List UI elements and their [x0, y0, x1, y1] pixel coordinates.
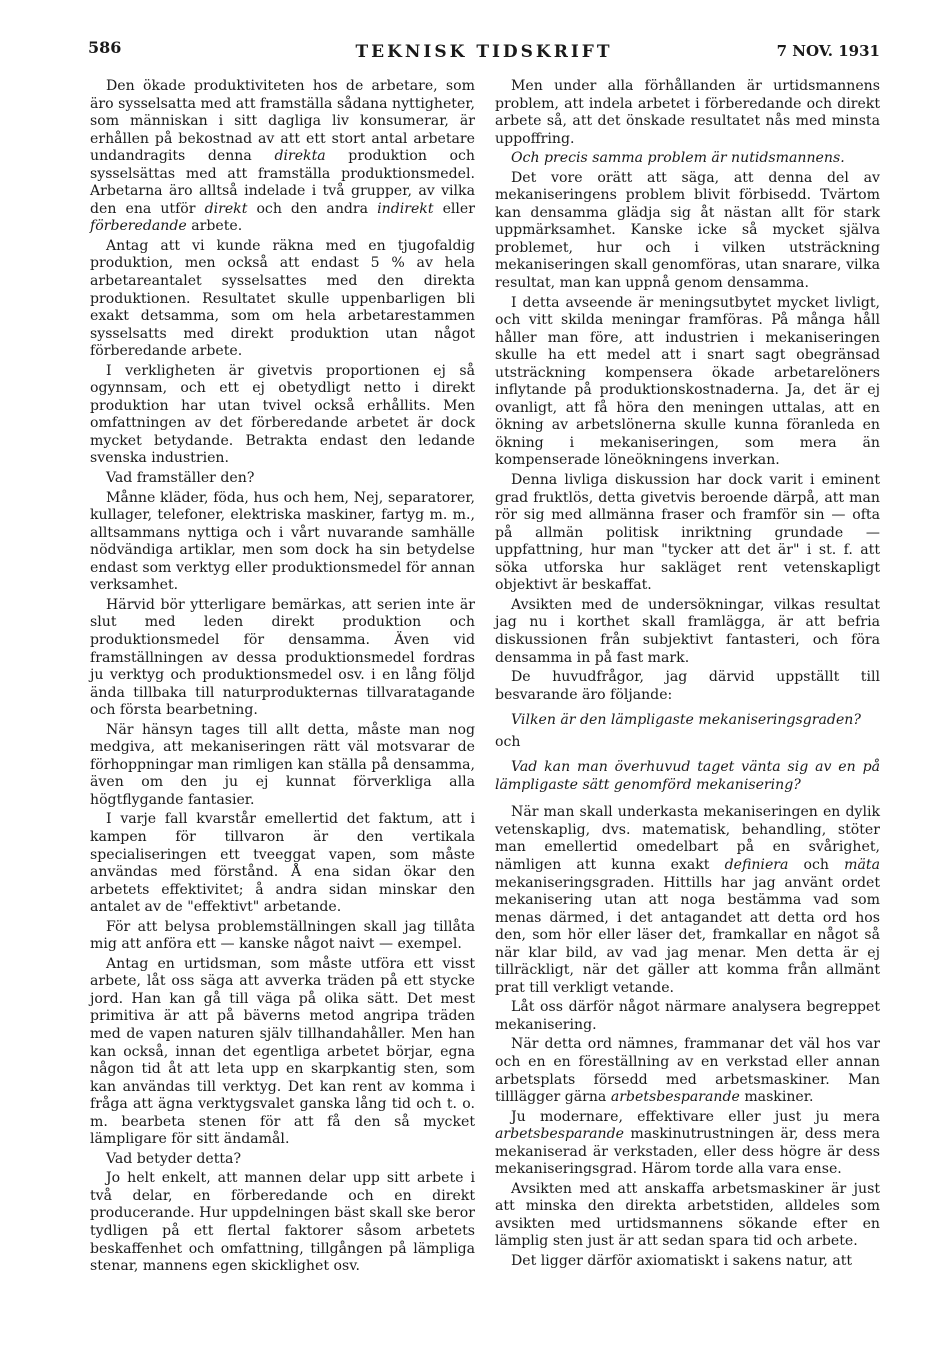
paragraph: I verkligheten är givetvis proportionen ej så ogynnsam, och ett ej obetydligt netto i direkt produktion har utan tvivel också erhållits. Men omfattningen av det förberedande arbetet är dock mycket betydande. Betrakta endast den ledande svenska industrien. [90, 362, 475, 467]
right-column [495, 78, 880, 1273]
paragraph: Låt oss därför något närmare analysera begreppet mekanisering. [495, 999, 880, 1033]
question-1: Vilken är den lämpligaste mekaniseringsgraden? [511, 712, 861, 729]
paragraph: När detta ord nämnes, frammanar det väl hos var och en en föreställning av en verkstad eller annan arbetsplats försedd med arbetsmaskiner. Man tilllägger gärna arbetsbesparande maskiner. [495, 1036, 880, 1106]
paragraph: Men under alla förhållanden är urtidsmannens problem, att indela arbetet i förberedande och direkt arbete så, att det önskade resultatet nås med minsta uppoffring. [495, 78, 880, 147]
paragraph: Härvid bör ytterligare bemärkas, att serien inte är slut med leden direkt produktion och produktionsmedel för densamma. Även vid framställningen av dessa produktionsmedel fordras ju verktyg och produktionsmedel osv. i en lång följd ända tillbaka till naturprodukternas tillvaratagande och första bearbetning. [90, 596, 475, 719]
paragraph: Vad framställer den? [106, 470, 255, 487]
paragraph: I varje fall kvarstår emellertid det faktum, att i kampen för tillvaron är den vertikala specialiseringen ett tveeggat vapen, som måste användas med förstånd. Å ena sidan ökar den arbetets effektivitet; å andra sidan minskar den antalet av de "effektivt" arbetande. [90, 811, 475, 916]
paragraph: När hänsyn tages till allt detta, måste man nog medgiva, att mekaniseringen rätt väl motsvarar de förhoppningar man rimligen kan ställa på densamma, även om den ju ej kunnat förverkliga alla högtflygande fantasier. [90, 721, 475, 808]
paragraph: Ju modernare, effektivare eller just ju mera arbetsbesparande maskinutrustningen är, dess mera mekaniserad är verkstaden, eller dess högre är dess mekaniseringsgrad. Härom torde alla vara ense. [495, 1108, 880, 1178]
paragraph: För att belysa problemställningen skall jag tillåta mig att anföra ett — kanske något naivt — exempel. [90, 918, 475, 953]
paragraph: Denna livliga diskussion har dock varit i eminent grad fruktlös, detta givetvis beroende därpå, att man rör sig med allmänna fraser och framför sin — ofta på allmän politisk inriktning grundade — uppfattning, hur man "tycker att det är" i st. f. att söka utforska hur sakläget rent vetenskapligt objektivt är beskaffat. [495, 472, 880, 594]
paragraph: I detta avseende är meningsutbytet mycket livligt, och vitt skilda meningar framföras. På många håll håller man före, att industrien i mekaniseringen skulle ha ett medel att i snart sagt obegränsad utsträckning kompensera ökade arbetarelöners inflytande på produktionskostnaderna. Ja, det är ej ovanligt, att få höra den meningen uttalas, att en ökning av arbetslönerna skulle kunna föranleda en ökning i mekaniseringen, som mera än kompenserade löneökningens inverkan. [495, 294, 880, 469]
paragraph: De huvudfrågor, jag därvid uppställt till besvarande äro följande: [495, 669, 880, 703]
journal-title: TEKNISK TIDSKRIFT [355, 42, 613, 62]
paragraph: Avsikten med de undersökningar, vilkas resultat jag nu i korthet skall framlägga, är att befria diskussionen från subjektivt fantasteri, och föra densamma in på fast mark. [495, 596, 880, 666]
paragraph: Den ökade produktiviteten hos de arbetare, som äro sysselsatta med att framställa sådana nyttigheter, som människan i sitt dagliga liv konsumerar, är erhållen på bekostnad av att ett stort antal arbetare undandragits denna direkta produktion och sysselsättas med att framställa produktionsmedel. Arbetarna äro alltså indelade i två grupper, av vilka den ena utför direkt och den andra indirekt eller förberedande arbete. [90, 78, 475, 235]
paragraph: Antag en urtidsman, som måste utföra ett visst arbete, låt oss säga att avverka träden på ett stycke jord. Han kan gå till väga på olika sätt. Det mest primitiva är att på bäverns metod angripa träden med de vapen naturen själv tillhandahåller. Men han kan också, innan det egentliga arbetet börjar, egna någon tid åt att leta upp en skarpkantig sten, som kan användas till verktyg. Det kan rent av komma i fråga att ägna verktygsvalet ganska lång tid och t. o. m. bearbeta stenen för att få den så mycket lämpligare för sitt ändamål. [90, 955, 475, 1148]
paragraph: Jo helt enkelt, att mannen delar upp sitt arbete i två delar, en förberedande och en direkt producerande. Hur uppdelningen bäst skall ske beror tydligen på ett flertal faktorer såsom arbetets beskaffenhet och omfattning, tillgången på lämpliga stenar, mannens egen skicklighet osv. [90, 1170, 475, 1275]
paragraph: När man skall underkasta mekaniseringen en dylik vetenskaplig, dvs. matematisk, behandling, stöter man emellertid omedelbart på en svårighet, nämligen att kunna exakt definiera och mäta mekaniseringsgraden. Hittills har jag använt ordet mekanisering utan att noga bestämma vad som menas därmed, i det antagandet att detta ord hos den, som hör eller läser det, framkallar en något så när klar bild, av vad jag menar. Men detta är ej tillräckligt, när det gäller att komma från allmänt prat till verkligt vetande. [495, 804, 880, 996]
question-2: Vad kan man överhuvud taget vänta sig av en på lämpligaste sätt genomförd mekanisering? [495, 759, 880, 793]
paragraph: Och precis samma problem är nutidsmannens. [511, 150, 845, 167]
paragraph: Avsikten med att anskaffa arbetsmaskiner är just att minska den direkta arbetstiden, alldeles som avsikten med urtidsmannens sökande efter en lämplig sten just är att sedan spara tid och arbete. [495, 1180, 880, 1250]
paragraph: Det vore orätt att säga, att denna del av mekaniseringens problem blivit förbisedd. Tvärtom kan densamma glädja sig åt nästan allt för stark uppmärksamhet. Kanske icke så mycket själva problemet, hur och i vilken utsträckning mekaniseringen skall genomföras, utan snarare, vilka resultat, man kan uppnå genom densamma. [495, 169, 880, 292]
conjunction: och [495, 733, 521, 750]
paragraph: Antag att vi kunde räkna med en tjugofaldig produktion, men också att endast 5 % av hela arbetareantalet sysselsattes med den direkta produktionen. Resultatet skulle uppenbarligen bli exakt detsamma, som om hela arbetarestammen sysselsatts med direkt produktion utan något förberedande arbete. [90, 237, 475, 360]
left-column [90, 78, 475, 1278]
paragraph: Det ligger därför axiomatiskt i sakens natur, att [511, 1253, 853, 1269]
page-number: 586 [88, 38, 122, 57]
paragraph: Vad betyder detta? [106, 1150, 242, 1167]
paragraph: Månne kläder, föda, hus och hem, Nej, separatorer, kullager, telefoner, elektriska maskiner, fartyg m. m., alltsammans nyttiga och i vårt nuvarande samhälle nödvändiga artiklar, men som dock ha sin betydelse endast som verktyg eller produktionsmedel för annan verksamhet. [90, 489, 475, 594]
page-header [88, 38, 880, 68]
issue-date: 7 NOV. 1931 [776, 42, 880, 60]
